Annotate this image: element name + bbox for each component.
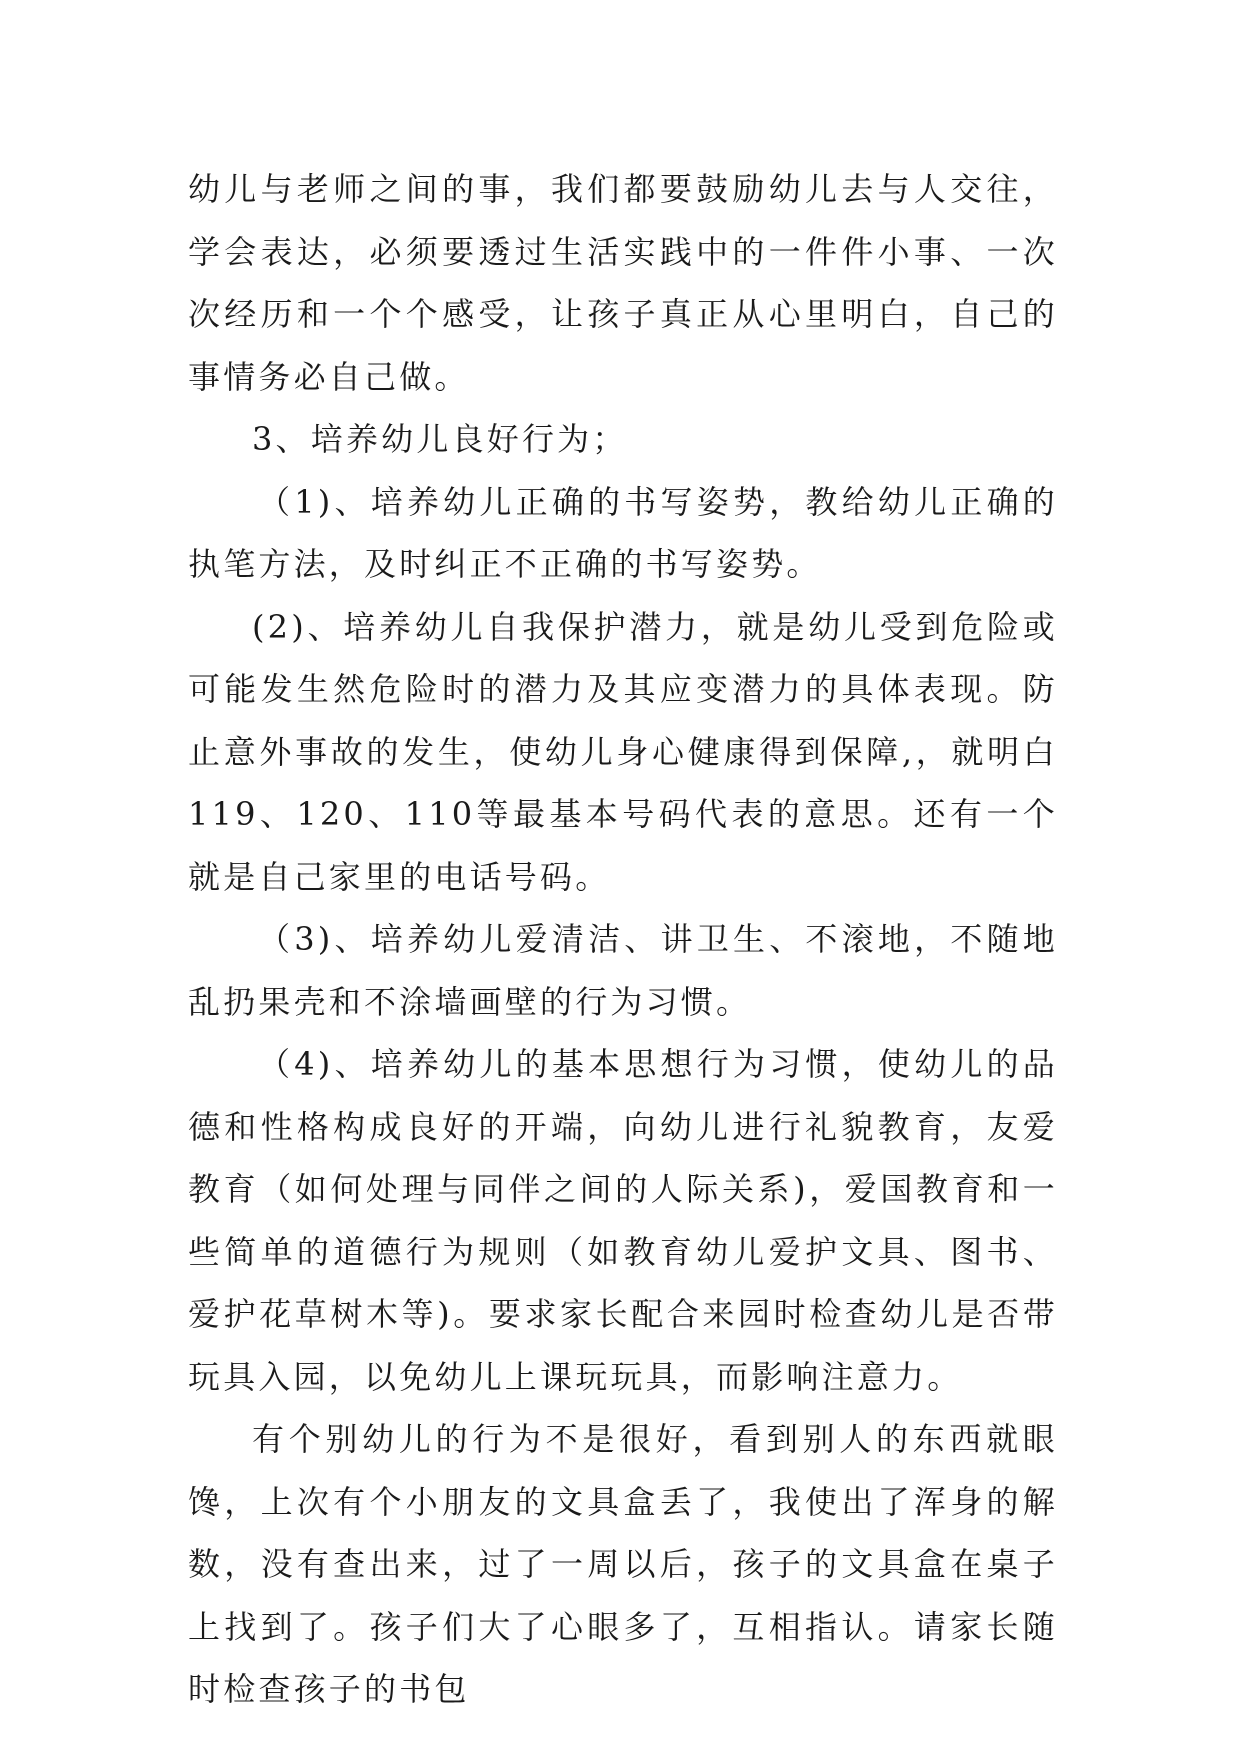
paragraph-item-4: （4)、培养幼儿的基本思想行为习惯，使幼儿的品德和性格构成良好的开端，向幼儿进行礼貌教育，友爱教育（如何处理与同伴之间的人际关系)，爱国教育和一些简单的道德行为规则（如教育幼儿爱护文具、图书、爱护花草树木等)。要求家长配合来园时检查幼儿是否带玩具入园，以免幼儿上课玩玩具，而影响注意力。 xyxy=(188,1045,1058,1396)
paragraph-heading-3: 3、培养幼儿良好行为； xyxy=(252,420,628,458)
paragraph-closing: 有个别幼儿的行为不是很好，看到别人的东西就眼馋，上次有个小朋友的文具盒丢了，我使出了浑身的解数，没有查出来，过了一周以后，孩子的文具盒在桌子上找到了。孩子们大了心眼多了，互相指认。请家长随时检查孩子的书包 xyxy=(188,1420,1058,1708)
paragraph-item-2: (2)、培养幼儿自我保护潜力，就是幼儿受到危险或可能发生然危险时的潜力及其应变潜力的具体表现。防止意外事故的发生，使幼儿身心健康得到保障,，就明白119、120、110等最基本号码代表的意思。还有一个就是自己家里的电话号码。 xyxy=(188,607,1058,896)
document-body xyxy=(188,158,1058,1721)
paragraph-continuation: 幼儿与老师之间的事，我们都要鼓励幼儿去与人交往，学会表达，必须要透过生活实践中的一件件小事、一次次经历和一个个感受，让孩子真正从心里明白，自己的事情务必自己做。 xyxy=(188,170,1058,396)
paragraph-item-1: （1)、培养幼儿正确的书写姿势，教给幼儿正确的执笔方法，及时纠正不正确的书写姿势。 xyxy=(188,482,1058,583)
paragraph-item-3: （3)、培养幼儿爱清洁、讲卫生、不滚地，不随地乱扔果壳和不涂墙画壁的行为习惯。 xyxy=(188,920,1058,1021)
